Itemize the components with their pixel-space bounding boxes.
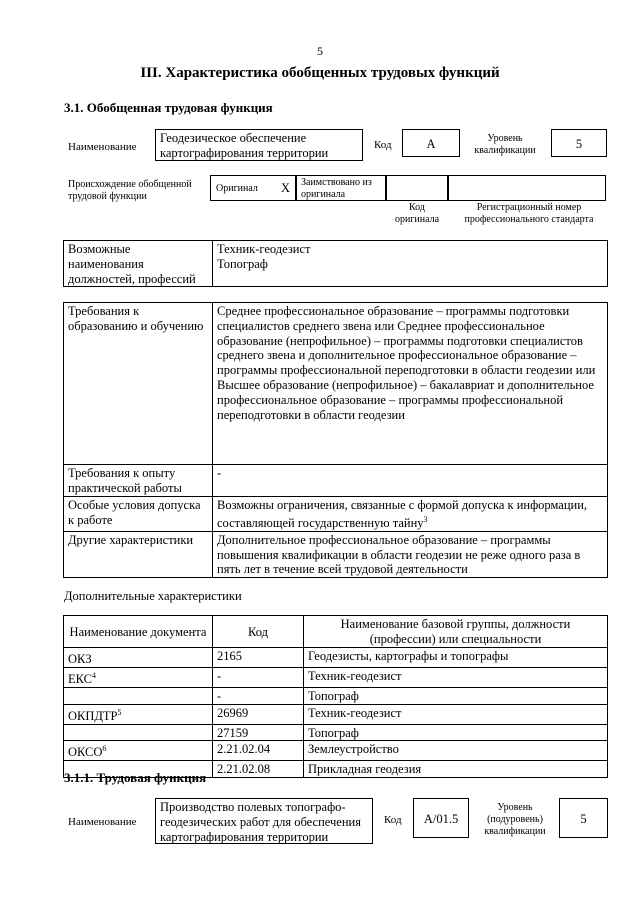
requirements-table bbox=[63, 302, 608, 578]
row-doc-text: ОКЗ bbox=[68, 652, 92, 667]
row-code: 26969 bbox=[213, 704, 304, 724]
job-titles-label: Возможные наименования должностей, профессий bbox=[64, 241, 213, 287]
reg-number-caption: Регистрационный номер профессионального стандарта bbox=[464, 202, 594, 225]
req-label: Требования к опыту практической работы bbox=[64, 465, 213, 497]
tf-name-value: Производство полевых топографо-геодезических работ для обеспечения картографирования территории bbox=[155, 798, 373, 844]
job-titles-table bbox=[63, 240, 608, 287]
row-code: 27159 bbox=[213, 724, 304, 741]
row-doc bbox=[64, 741, 213, 761]
col-doc-header: Наименование документа bbox=[64, 616, 213, 648]
tf-code-value: А/01.5 bbox=[413, 798, 469, 838]
tf-level-label: Уровень (подуровень) квалификации bbox=[484, 802, 546, 837]
row-doc bbox=[64, 648, 213, 668]
additional-table bbox=[63, 615, 608, 778]
borrowed-box bbox=[296, 175, 386, 201]
req-value: Среднее профессиональное образование – программы подготовки специалистов среднего звена или Среднее профессиональное образование (непрофильное) – программы подготовки специалистов среднего звена и дополнительное профессиональное образование – программы профессиональной переподготовки в области геодезии или Высшее образование (непрофильное) – бакалавриат и дополнительное профессиональное образование – программы профессиональной переподготовки в области геодезии bbox=[213, 303, 608, 465]
additional-row bbox=[64, 704, 608, 724]
row-name: Землеустройство bbox=[304, 741, 608, 761]
additional-row bbox=[64, 687, 608, 704]
req-value: Дополнительное профессиональное образование – программы повышения квалификации в области геодезии не реже одного раза в пять лет в течение всей трудовой деятельности bbox=[213, 531, 608, 577]
additional-row bbox=[64, 648, 608, 668]
req-label: Особые условия допуска к работе bbox=[64, 497, 213, 532]
row-name: Техник-геодезист bbox=[304, 667, 608, 687]
row-doc bbox=[64, 687, 213, 704]
page-number: 5 bbox=[317, 44, 323, 58]
row-name: Прикладная геодезия bbox=[304, 761, 608, 778]
req-value-cell bbox=[213, 497, 608, 532]
row-code: - bbox=[213, 667, 304, 687]
footnote-ref: 3 bbox=[423, 514, 428, 524]
gtf-name-value: Геодезическое обеспечение картографирования территории bbox=[155, 129, 363, 161]
row-name: Топограф bbox=[304, 687, 608, 704]
gtf-origin-label: Происхождение обобщенной трудовой функции bbox=[68, 179, 192, 202]
row-doc bbox=[64, 667, 213, 687]
row-name: Геодезисты, картографы и топографы bbox=[304, 648, 608, 668]
additional-row bbox=[64, 667, 608, 687]
reg-number-box bbox=[448, 175, 606, 201]
col-name-header: Наименование базовой группы, должности (профессии) или специальности bbox=[304, 616, 608, 648]
job-titles-values bbox=[213, 241, 608, 287]
row-name: Топограф bbox=[304, 724, 608, 741]
orig-code-box bbox=[386, 175, 448, 201]
borrowed-label: Заимствовано из оригинала bbox=[301, 177, 372, 200]
row-code: 2165 bbox=[213, 648, 304, 668]
original-box bbox=[210, 175, 296, 201]
additional-heading: Дополнительные характеристики bbox=[64, 589, 242, 603]
req-label: Другие характеристики bbox=[64, 531, 213, 577]
gtf-level-value: 5 bbox=[551, 129, 607, 157]
req-label: Требования к образованию и обучению bbox=[64, 303, 213, 465]
job-title: Техник-геодезист bbox=[217, 242, 311, 256]
col-code-header: Код bbox=[213, 616, 304, 648]
row-doc-text: ОКСО bbox=[68, 745, 103, 760]
section-title: III. Характеристика обобщенных трудовых функций bbox=[140, 65, 500, 81]
additional-row bbox=[64, 741, 608, 761]
footnote-ref: 6 bbox=[102, 744, 107, 754]
req-value: Возможны ограничения, связанные с формой допуска к информации, составляющей государственную тайну bbox=[217, 498, 588, 530]
req-value: - bbox=[213, 465, 608, 497]
gtf-level-label: Уровень квалификации bbox=[474, 133, 536, 156]
row-doc-text: ЕКС bbox=[68, 672, 92, 687]
tf-name-label: Наименование bbox=[68, 816, 137, 828]
row-code: - bbox=[213, 687, 304, 704]
row-code: 2.21.02.08 bbox=[213, 761, 304, 778]
gtf-code-value: А bbox=[402, 129, 460, 157]
row-code: 2.21.02.04 bbox=[213, 741, 304, 761]
tf-code-label: Код bbox=[384, 814, 402, 826]
row-doc bbox=[64, 704, 213, 724]
row-doc bbox=[64, 724, 213, 741]
additional-row bbox=[64, 724, 608, 741]
job-title: Топограф bbox=[217, 256, 268, 271]
gtf-name-label: Наименование bbox=[68, 141, 137, 153]
footnote-ref: 5 bbox=[117, 707, 122, 717]
row-doc-text: ОКПДТР bbox=[68, 708, 118, 723]
row-name: Техник-геодезист bbox=[304, 704, 608, 724]
original-label: Оригинал bbox=[216, 183, 258, 194]
gtf-code-label: Код bbox=[374, 139, 392, 151]
gtf-heading: 3.1. Обобщенная трудовая функция bbox=[64, 100, 273, 115]
orig-code-caption: Код оригинала bbox=[394, 202, 440, 225]
original-mark: X bbox=[281, 181, 291, 195]
tf-heading: 3.1.1. Трудовая функция bbox=[64, 770, 207, 785]
tf-level-value: 5 bbox=[559, 798, 608, 838]
footnote-ref: 4 bbox=[92, 670, 96, 680]
